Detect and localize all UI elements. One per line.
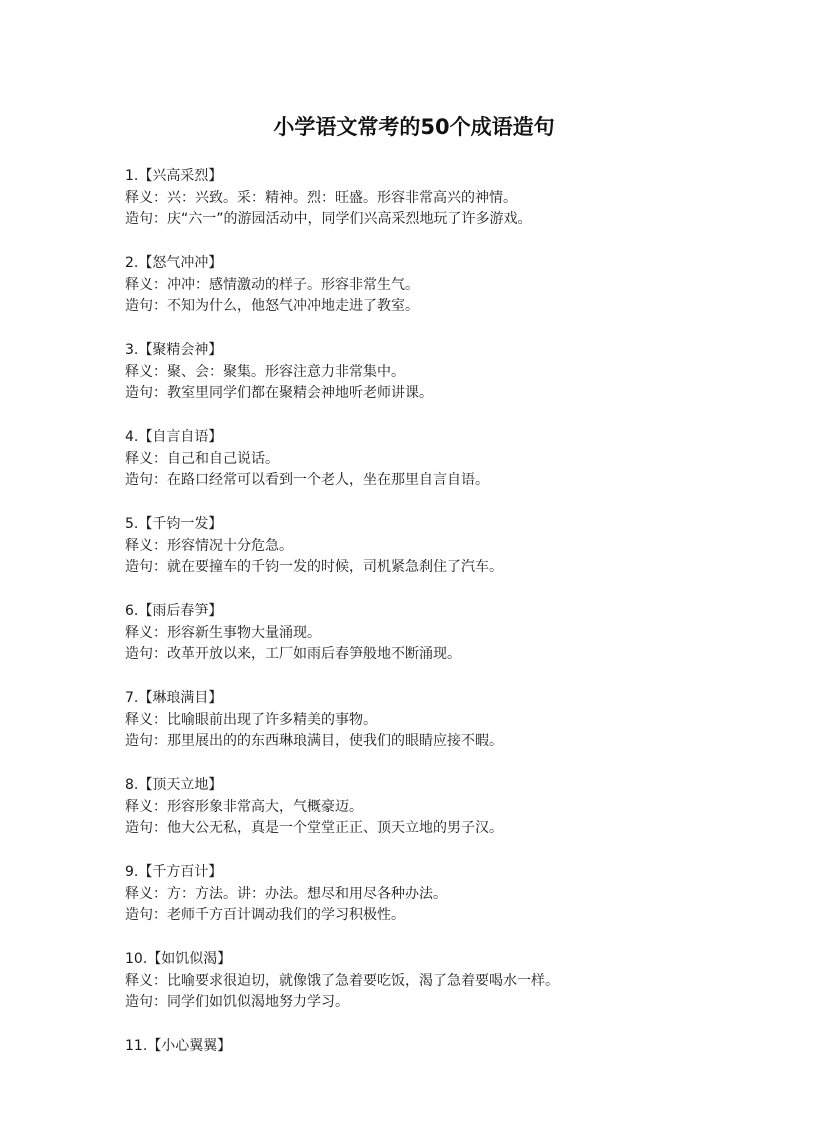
idiom-entry <box>125 427 765 514</box>
entry-heading <box>125 514 765 536</box>
idiom-list <box>125 166 765 1123</box>
entry-heading <box>125 427 765 449</box>
idiom-entry <box>125 601 765 688</box>
entry-idiom: 【千方百计】 <box>138 864 223 880</box>
entry-example: 造句：同学们如饥似渴地努力学习。 <box>125 994 349 1011</box>
entry-heading <box>125 166 765 188</box>
entry-heading <box>125 253 765 275</box>
entry-number: 7. <box>125 690 139 706</box>
entry-heading <box>125 862 765 884</box>
entry-example: 造句：庆“六一”的游园活动中，同学们兴高采烈地玩了许多游戏。 <box>125 211 532 228</box>
entry-idiom: 【雨后春笋】 <box>138 603 223 619</box>
entry-number: 2. <box>125 255 139 271</box>
entry-meaning: 释义：自己和自己说话。 <box>125 450 279 467</box>
entry-example: 造句：不知为什么，他怒气冲冲地走进了教室。 <box>125 298 419 315</box>
entry-number: 10. <box>125 951 148 967</box>
idiom-entry <box>125 1036 765 1123</box>
entry-heading <box>125 775 765 797</box>
idiom-entry <box>125 775 765 862</box>
entry-meaning: 释义：形容情况十分危急。 <box>125 537 293 554</box>
entry-example: 造句：他大公无私，真是一个堂堂正正、顶天立地的男子汉。 <box>125 820 503 837</box>
entry-example: 造句：那里展出的的东西琳琅满目，使我们的眼睛应接不暇。 <box>125 733 503 750</box>
entry-heading <box>125 340 765 362</box>
entry-idiom: 【千钧一发】 <box>138 516 223 532</box>
entry-number: 8. <box>125 777 139 793</box>
entry-idiom: 【顶天立地】 <box>138 777 223 793</box>
entry-idiom: 【自言自语】 <box>138 429 223 445</box>
entry-idiom: 【怒气冲冲】 <box>138 255 223 271</box>
entry-number: 5. <box>125 516 139 532</box>
entry-number: 9. <box>125 864 139 880</box>
idiom-entry <box>125 253 765 340</box>
idiom-entry <box>125 166 765 253</box>
entry-example: 造句：在路口经常可以看到一个老人，坐在那里自言自语。 <box>125 472 489 489</box>
entry-number: 11. <box>125 1038 148 1054</box>
entry-heading <box>125 688 765 710</box>
entry-meaning: 释义：形容形象非常高大，气概豪迈。 <box>125 798 363 815</box>
entry-example: 造句：改革开放以来，工厂如雨后春笋般地不断涌现。 <box>125 646 461 663</box>
idiom-entry <box>125 688 765 775</box>
entry-meaning: 释义：形容新生事物大量涌现。 <box>125 624 321 641</box>
idiom-entry <box>125 949 765 1036</box>
entry-idiom: 【兴高采烈】 <box>138 168 223 184</box>
entry-idiom: 【聚精会神】 <box>138 342 223 358</box>
entry-meaning: 释义：方：方法。讲：办法。想尽和用尽各种办法。 <box>125 885 447 902</box>
entry-meaning: 释义：聚、会：聚集。形容注意力非常集中。 <box>125 363 405 380</box>
entry-heading <box>125 1036 765 1058</box>
entry-idiom: 【琳琅满目】 <box>138 690 223 706</box>
entry-heading <box>125 949 765 971</box>
entry-heading <box>125 601 765 623</box>
entry-meaning: 释义：兴：兴致。采：精神。烈：旺盛。形容非常高兴的神情。 <box>125 189 517 206</box>
entry-number: 4. <box>125 429 139 445</box>
entry-number: 1. <box>125 168 139 184</box>
entry-meaning: 释义：比喻眼前出现了许多精美的事物。 <box>125 711 377 728</box>
idiom-entry <box>125 514 765 601</box>
document-title: 小学语文常考的50个成语造句 <box>273 115 555 139</box>
entry-idiom: 【小心翼翼】 <box>147 1038 232 1054</box>
entry-number: 6. <box>125 603 139 619</box>
entry-meaning: 释义：冲冲：感情激动的样子。形容非常生气。 <box>125 276 419 293</box>
idiom-entry <box>125 862 765 949</box>
entry-example: 造句：就在要撞车的千钧一发的时候，司机紧急刹住了汽车。 <box>125 559 503 576</box>
entry-meaning: 释义：比喻要求很迫切，就像饿了急着要吃饭，渴了急着要喝水一样。 <box>125 972 559 989</box>
entry-example: 造句：老师千方百计调动我们的学习积极性。 <box>125 907 405 924</box>
entry-example: 造句：教室里同学们都在聚精会神地听老师讲课。 <box>125 385 433 402</box>
idiom-entry <box>125 340 765 427</box>
entry-idiom: 【如饥似渴】 <box>147 951 232 967</box>
entry-number: 3. <box>125 342 139 358</box>
